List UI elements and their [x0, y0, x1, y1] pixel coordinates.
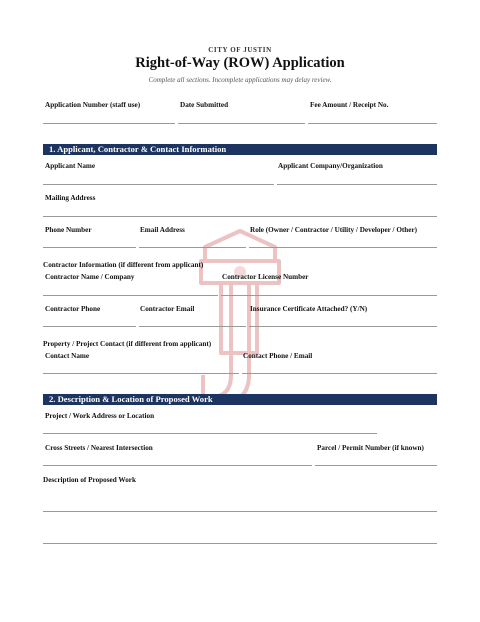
- contractor-license-field[interactable]: [221, 295, 437, 296]
- property-contact-heading: Property / Project Contact (if different from applicant): [43, 340, 212, 348]
- section-2-title: 2. Description & Location of Proposed Work: [49, 394, 213, 404]
- role-label: Role (Owner / Contractor / Utility / Developer / Other): [250, 226, 418, 234]
- date-submitted-field[interactable]: [178, 123, 305, 124]
- applicant-company-label: Applicant Company/Organization: [278, 162, 383, 170]
- contractor-email-field[interactable]: [139, 326, 246, 327]
- date-submitted-label: Date Submitted: [180, 101, 229, 109]
- cross-streets-label: Cross Streets / Nearest Intersection: [45, 444, 153, 452]
- cross-streets-field[interactable]: [43, 465, 312, 466]
- email-address-field[interactable]: [139, 247, 246, 248]
- section-1-title: 1. Applicant, Contractor & Contact Information: [49, 144, 227, 154]
- application-number-field[interactable]: [43, 123, 175, 124]
- applicant-name-label: Applicant Name: [45, 162, 96, 170]
- phone-number-field[interactable]: [43, 247, 136, 248]
- contractor-phone-field[interactable]: [43, 326, 136, 327]
- contractor-info-heading: Contractor Information (if different from applicant): [43, 261, 204, 269]
- description-line-2[interactable]: [43, 543, 437, 544]
- phone-number-label: Phone Number: [45, 226, 92, 234]
- role-field[interactable]: [249, 247, 437, 248]
- mailing-address-field[interactable]: [43, 216, 437, 217]
- project-address-label: Project / Work Address or Location: [45, 412, 155, 420]
- contractor-email-label: Contractor Email: [140, 305, 195, 313]
- contact-name-field[interactable]: [43, 373, 239, 374]
- page-subtitle: Complete all sections. Incomplete applications may delay review.: [148, 76, 332, 84]
- project-address-field[interactable]: [43, 433, 377, 434]
- application-number-label: Application Number (staff use): [45, 101, 141, 109]
- description-line-1[interactable]: [43, 511, 437, 512]
- section-2-header: [43, 394, 437, 405]
- applicant-company-field[interactable]: [277, 184, 437, 185]
- description-label: Description of Proposed Work: [43, 476, 136, 484]
- city-name: CITY OF JUSTIN: [208, 46, 272, 54]
- insurance-label: Insurance Certificate Attached? (Y/N): [250, 305, 368, 313]
- insurance-field[interactable]: [249, 326, 437, 327]
- mailing-address-label: Mailing Address: [45, 194, 96, 202]
- contractor-name-field[interactable]: [43, 295, 218, 296]
- page-title: Right-of-Way (ROW) Application: [135, 55, 345, 71]
- contact-name-label: Contact Name: [45, 352, 90, 360]
- email-address-label: Email Address: [140, 226, 185, 234]
- contractor-license-label: Contractor License Number: [222, 273, 309, 281]
- fee-amount-label: Fee Amount / Receipt No.: [310, 101, 389, 109]
- section-1-header: [43, 144, 437, 155]
- contractor-name-label: Contractor Name / Company: [45, 273, 135, 281]
- parcel-permit-label: Parcel / Permit Number (if known): [317, 444, 424, 452]
- applicant-name-field[interactable]: [43, 184, 274, 185]
- city-seal-watermark: [193, 225, 287, 405]
- parcel-permit-field[interactable]: [315, 465, 437, 466]
- contact-phone-email-field[interactable]: [242, 373, 437, 374]
- contractor-phone-label: Contractor Phone: [45, 305, 101, 313]
- contact-phone-email-label: Contact Phone / Email: [243, 352, 313, 360]
- fee-amount-field[interactable]: [308, 123, 437, 124]
